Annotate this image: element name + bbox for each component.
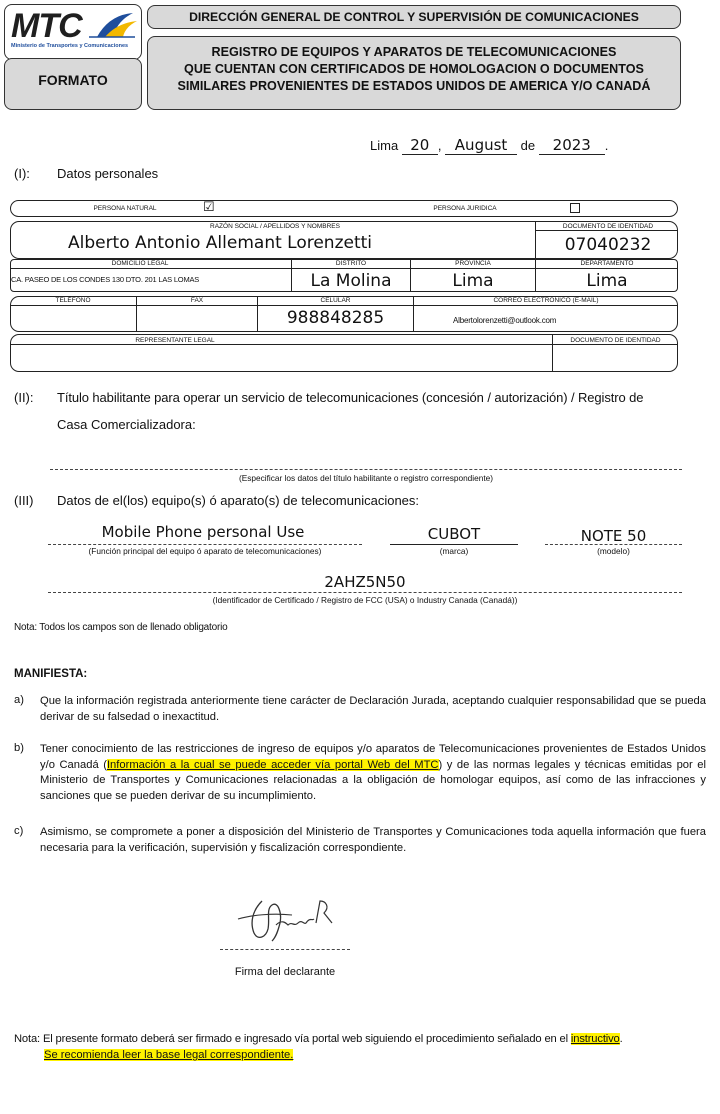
date-line: Lima 20 , August de 2023 . bbox=[370, 136, 609, 154]
base-legal-line bbox=[44, 1049, 293, 1061]
departamento-value: Lima bbox=[586, 271, 628, 291]
titulo-habilitante-line[interactable] bbox=[50, 469, 682, 470]
divider bbox=[535, 230, 678, 231]
title-box bbox=[147, 36, 681, 110]
razon-social-label: RAZÓN SOCIAL / APELLIDOS Y NOMBRES bbox=[210, 223, 340, 230]
item-b-pre: Tener conocimiento de las restricciones de ingreso de equipos y/o aparatos de Telecomunicaciones provenientes de Estados Unidos y/o Canadá ( bbox=[40, 743, 706, 771]
celular-value: 988848285 bbox=[286, 308, 385, 328]
funcion-value: Mobile Phone personal Use bbox=[101, 523, 305, 541]
departamento-label: DEPARTAMENTO bbox=[580, 260, 634, 267]
item-a-label: a) bbox=[14, 694, 24, 706]
mtc-portal-link[interactable]: Información a la cual se puede acceder vía portal Web del MTC bbox=[106, 758, 439, 771]
razon-social-value: Alberto Antonio Allemant Lorenzetti bbox=[67, 233, 373, 253]
marca-caption: (marca) bbox=[439, 546, 469, 556]
doc-identidad-label: DOCUMENTO DE IDENTIDAD bbox=[562, 223, 654, 230]
persona-juridica-label: PERSONA JURIDICA bbox=[433, 205, 497, 212]
signature bbox=[232, 893, 342, 948]
modelo-value: NOTE 50 bbox=[580, 527, 647, 545]
date-year: 2023 bbox=[539, 136, 605, 155]
nota-final-end: . bbox=[619, 1033, 623, 1045]
nota-final-text: Nota: El presente formato deberá ser firmado e ingresado vía portal web siguiendo el procedimiento señalado en el bbox=[14, 1033, 571, 1045]
correo-value: Albertolorenzetti@outlook.com bbox=[453, 316, 557, 325]
nota-obligatorio: Nota: Todos los campos son de llenado obligatorio bbox=[14, 622, 228, 633]
direction-title: DIRECCIÓN GENERAL DE CONTROL Y SUPERVISIÓN DE COMUNICACIONES bbox=[189, 10, 639, 24]
domicilio-label: DOMICILIO LEGAL bbox=[111, 260, 169, 267]
base-legal-link[interactable]: Se recomienda leer la base legal correspondiente. bbox=[44, 1049, 294, 1061]
certificado-line[interactable] bbox=[48, 592, 682, 593]
correo-label: CORREO ELECTRÓNICO (E-MAIL) bbox=[493, 297, 599, 304]
section2-text-line2: Casa Comercializadora: bbox=[57, 417, 196, 432]
section3-title: Datos de el(los) equipo(s) ó aparato(s) de telecomunicaciones: bbox=[57, 493, 420, 508]
logo-subtext: Ministerio de Transportes y Comunicaciones bbox=[11, 43, 129, 49]
domicilio-value: CA. PASEO DE LOS CONDES 130 DTO. 201 LAS LOMAS bbox=[11, 275, 200, 284]
provincia-value: Lima bbox=[452, 271, 494, 291]
date-month: August bbox=[445, 136, 517, 155]
nota-final bbox=[14, 1033, 623, 1045]
title-line-3: SIMILARES PROVENIENTES DE ESTADOS UNIDOS DE AMERICA Y/O CANADÁ bbox=[177, 79, 651, 93]
celular-label: CELULAR bbox=[320, 297, 351, 304]
item-b-text bbox=[40, 742, 706, 804]
telefono-label: TELÉFONO bbox=[55, 297, 91, 304]
section2-text-line1: Título habilitante para operar un servicio de telecomunicaciones (concesión / autorización) / Registro de bbox=[57, 390, 644, 405]
signature-line[interactable] bbox=[220, 949, 350, 950]
format-box bbox=[4, 58, 142, 110]
direction-box bbox=[147, 5, 681, 29]
divider bbox=[10, 268, 678, 269]
funcion-caption: (Función principal del equipo ó aparato de telecomunicaciones) bbox=[88, 546, 322, 556]
item-b-post: ) y de las normas legales y técnicas emitidas por el Ministerio de Transportes y Comunicaciones relacionadas a la obligación de homologar equipos, así como de las infracciones y sanciones que se pueden derivar de su incumplimiento. bbox=[40, 758, 707, 802]
distrito-value: La Molina bbox=[310, 271, 392, 291]
item-a-text: Que la información registrada anteriormente tiene carácter de Declaración Jurada, aceptando cualquier responsabilidad que se pueda derivar de su falsedad o inexactitud. bbox=[40, 695, 706, 723]
modelo-line[interactable] bbox=[545, 544, 682, 545]
titulo-habilitante-caption: (Especificar los datos del título habilitante o registro correspondiente) bbox=[238, 473, 494, 483]
section2-number: (II): bbox=[14, 390, 34, 405]
item-c-label: c) bbox=[14, 825, 24, 837]
representante-label: REPRESENTANTE LEGAL bbox=[135, 337, 215, 344]
persona-juridica-checkbox[interactable] bbox=[570, 203, 580, 213]
section3-number: (III) bbox=[14, 493, 34, 508]
divider bbox=[10, 305, 678, 306]
provincia-label: PROVINCIA bbox=[455, 260, 491, 267]
logo-box bbox=[4, 4, 142, 60]
item-c-text: Asimismo, se compromete a poner a disposición del Ministerio de Transportes y Comunicaciones toda aquella información que fuera necesaria para la verificación, supervisión y fiscalización correspondiente. bbox=[40, 826, 706, 854]
modelo-caption: (modelo) bbox=[597, 546, 630, 556]
instructivo-link[interactable]: instructivo bbox=[570, 1033, 620, 1045]
item-b-label: b) bbox=[14, 742, 24, 754]
rep-doc-label: DOCUMENTO DE IDENTIDAD bbox=[570, 337, 661, 344]
section1-title: Datos personales bbox=[57, 166, 159, 181]
manifiesta-title: MANIFIESTA: bbox=[14, 668, 88, 680]
date-day: 20 bbox=[402, 136, 438, 155]
certificado-value: 2AHZ5N50 bbox=[324, 573, 406, 591]
section1-number: (I): bbox=[14, 166, 30, 181]
date-city: Lima bbox=[370, 138, 399, 153]
persona-natural-checkbox[interactable]: ☑ bbox=[203, 199, 215, 214]
title-line-1: REGISTRO DE EQUIPOS Y APARATOS DE TELECOMUNICACIONES bbox=[211, 45, 617, 59]
divider bbox=[535, 221, 536, 259]
date-de: de bbox=[520, 138, 536, 153]
marca-value: CUBOT bbox=[427, 525, 481, 543]
distrito-label: DISTRITO bbox=[335, 260, 367, 267]
doc-identidad-value: 07040232 bbox=[564, 235, 652, 255]
divider bbox=[10, 344, 678, 345]
certificado-caption: (Identificador de Certificado / Registro de FCC (USA) o Industry Canada (Canadá)) bbox=[212, 595, 518, 605]
firma-label: Firma del declarante bbox=[234, 966, 336, 978]
title-line-2: QUE CUENTAN CON CERTIFICADOS DE HOMOLOGACION O DOCUMENTOS bbox=[184, 62, 644, 76]
format-label: FORMATO bbox=[38, 72, 108, 88]
logo-text: MTC bbox=[11, 7, 82, 45]
persona-natural-label: PERSONA NATURAL bbox=[93, 205, 157, 212]
funcion-line[interactable] bbox=[48, 544, 362, 545]
marca-line[interactable] bbox=[390, 544, 518, 545]
fax-label: FAX bbox=[190, 297, 204, 304]
